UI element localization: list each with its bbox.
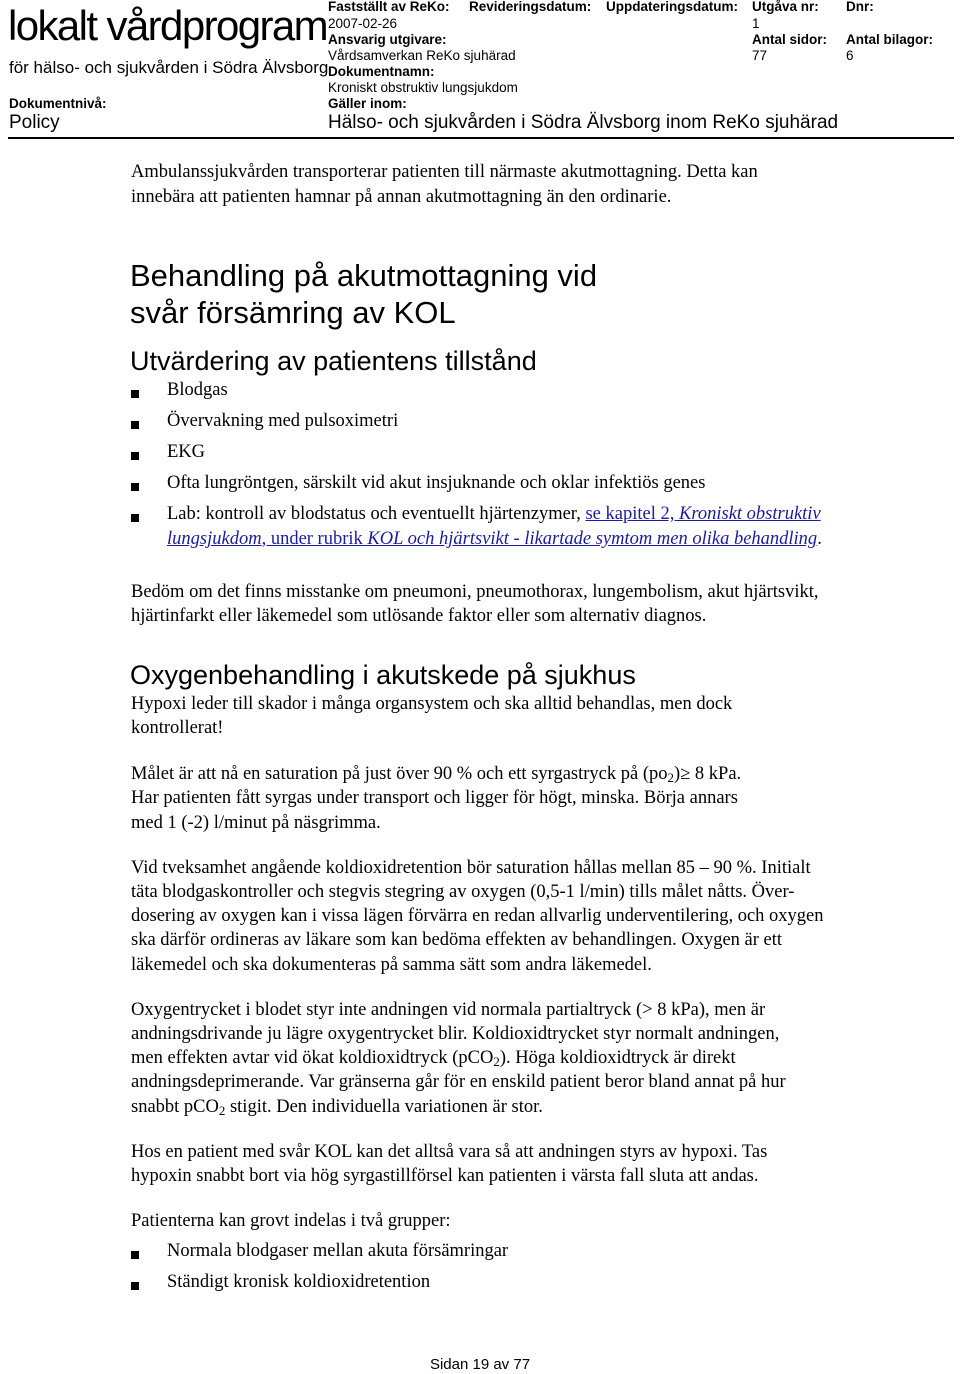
header-divider <box>8 137 954 139</box>
group-item: Normala blodgaser mellan akuta försämringar <box>167 1241 509 1261</box>
press-line-5 <box>131 1095 543 1120</box>
attachments-label: Antal bilagor: <box>846 32 933 47</box>
publisher-value: Vårdsamverkan ReKo sjuhärad <box>328 48 516 63</box>
co2-line-2: täta blodgaskontroller och stegvis stegring av oxygen (0,5-1 l/min) tills målet nåtts. Över- <box>131 882 795 902</box>
chapter-link[interactable] <box>585 504 820 524</box>
docname-label: Dokumentnamn: <box>328 64 435 79</box>
bullet-marker <box>131 385 139 403</box>
doc-level-label: Dokumentnivå: <box>9 96 107 111</box>
bullet-item: Blodgas <box>167 380 228 400</box>
edition-label: Utgåva nr: <box>752 0 819 14</box>
bullet-marker <box>131 447 139 465</box>
press-line-3-sub: 2 <box>493 1054 500 1069</box>
goal-line-1-pre: Målet är att nå en saturation på just över 90 % och ett syrgastryck på (po <box>131 764 668 784</box>
brand-title: lokalt vårdprogram <box>8 2 328 49</box>
groups-intro: Patienterna kan grovt indelas i två grupper: <box>131 1211 451 1231</box>
press-line-3 <box>131 1046 736 1071</box>
severe-line-2: hypoxin snabbt bort via hög syrgastillförsel kan patienten i värsta fall sluta att andas. <box>131 1166 759 1186</box>
bullet-item: Övervakning med pulsoximetri <box>167 411 399 431</box>
pages-label: Antal sidor: <box>752 32 828 47</box>
goal-line-1-sub: 2 <box>667 770 674 785</box>
group-item: Ständigt kronisk koldioxidretention <box>167 1272 431 1292</box>
page-number: Sidan 19 av 77 <box>429 1356 531 1373</box>
intro-line-2: innebära att patienten hamnar på annan akutmottagning än den ordinarie. <box>131 187 672 207</box>
bullet-marker <box>131 1246 139 1264</box>
chapter-link-rubric: , under rubrik <box>261 529 368 549</box>
doc-level-value: Policy <box>9 112 60 133</box>
chapter-link-rubric-title: KOL och hjärtsvikt - likartade symtom men olika behandling <box>367 529 818 549</box>
co2-line-5: läkemedel och ska dokumenteras på samma sätt som andra läkemedel. <box>131 955 652 975</box>
section1-title-line-2: svår försämring av KOL <box>130 295 456 330</box>
goal-line-3: med 1 (-2) l/minut på näsgrimma. <box>131 813 381 833</box>
section2-title: Oxygenbehandling i akutskede på sjukhus <box>130 660 636 690</box>
press-line-5-sub: 2 <box>218 1103 226 1118</box>
chapter-link-text: se kapitel 2, <box>585 504 679 524</box>
goal-line-2: Har patienten fått syrgas under transport och ligger för högt, minska. Börja annars <box>131 788 738 808</box>
bullet-marker <box>131 478 139 496</box>
revision-label: Revideringsdatum: <box>469 0 592 14</box>
brand-subtitle: för hälso- och sjukvården i Södra Älvsborg <box>9 58 329 77</box>
chapter-link-title-cont: lungsjukdom <box>167 529 262 549</box>
goal-line-1-post: )≥ 8 kPa. <box>673 764 742 784</box>
bullet-item: Ofta lungröntgen, särskilt vid akut insjuknande och oklar infektiös genes <box>167 473 706 493</box>
press-line-2: andningsdrivande ju lägre oxygentrycket blir. Koldioxidtrycket styr normalt andningen, <box>131 1024 780 1044</box>
attachments-value: 6 <box>846 48 854 63</box>
bullet-item: EKG <box>167 442 206 462</box>
goal-line-1 <box>131 762 741 787</box>
severe-line-1: Hos en patient med svår KOL kan det alltså vara så att andningen styrs av hypoxi. Tas <box>131 1142 768 1162</box>
press-line-5-pre: snabbt pCO <box>131 1097 219 1117</box>
publisher-label: Ansvarig utgivare: <box>328 32 447 47</box>
lab-suffix: . <box>817 529 822 549</box>
assess-line-1: Bedöm om det finns misstanke om pneumoni, pneumothorax, lungembolism, akut hjärtsvikt, <box>131 582 819 602</box>
dnr-label: Dnr: <box>846 0 874 14</box>
section1-title-line-1: Behandling på akutmottagning vid <box>130 258 598 293</box>
press-line-4: andningsdeprimerande. Var gränserna går för en enskild patient beror bland annat på hur <box>131 1072 786 1092</box>
assess-line-2: hjärtinfarkt eller läkemedel som utlösande faktor eller som alternativ diagnos. <box>131 606 707 626</box>
press-line-1: Oxygentrycket i blodet styr inte andningen vid normala partialtryck (> 8 kPa), men är <box>131 1000 766 1020</box>
established-value: 2007-02-26 <box>328 16 398 31</box>
chapter-link-title: Kroniskt obstruktiv <box>679 504 821 524</box>
intro-line-1: Ambulanssjukvården transporterar patienten till närmaste akutmottagning. Detta kan <box>131 162 758 182</box>
press-line-3-pre: men effekten avtar vid ökat koldioxidtryck (pCO <box>131 1048 494 1068</box>
co2-line-4: ska därför ordineras av läkare som kan bedöma effekten av behandlingen. Oxygen är ett <box>131 930 783 950</box>
bullet-marker <box>131 416 139 434</box>
lab-text: Lab: kontroll av blodstatus och eventuellt hjärtenzymer, <box>167 504 586 524</box>
scope-label: Gäller inom: <box>328 96 407 111</box>
update-label: Uppdateringsdatum: <box>606 0 739 14</box>
press-line-5-post: stigit. Den individuella variationen är stor. <box>225 1097 543 1117</box>
edition-value: 1 <box>752 16 760 31</box>
hypoxi-line-1: Hypoxi leder till skador i många organsystem och ska alltid behandlas, men dock <box>131 694 733 714</box>
established-label: Fastställt av ReKo: <box>328 0 450 14</box>
docname-value: Kroniskt obstruktiv lungsjukdom <box>328 80 518 95</box>
section1-subtitle: Utvärdering av patientens tillstånd <box>130 346 537 376</box>
bullet-marker <box>131 1277 139 1295</box>
chapter-link-cont[interactable] <box>167 529 817 549</box>
scope-value: Hälso- och sjukvården i Södra Älvsborg inom ReKo sjuhärad <box>328 112 839 133</box>
bullet-item-lab <box>167 502 821 527</box>
hypoxi-line-2: kontrollerat! <box>131 718 224 738</box>
co2-line-3: dosering av oxygen kan i vissa lägen förvärra en redan allvarlig underventilering, och oxygen <box>131 906 824 926</box>
bullet-marker <box>131 509 139 527</box>
press-line-3-post: ). Höga koldioxidtryck är direkt <box>499 1048 736 1068</box>
co2-line-1: Vid tveksamhet angående koldioxidretention bör saturation hållas mellan 85 – 90 %. Initialt <box>131 858 811 878</box>
pages-value: 77 <box>752 48 768 63</box>
bullet-item-lab-cont <box>167 527 822 552</box>
